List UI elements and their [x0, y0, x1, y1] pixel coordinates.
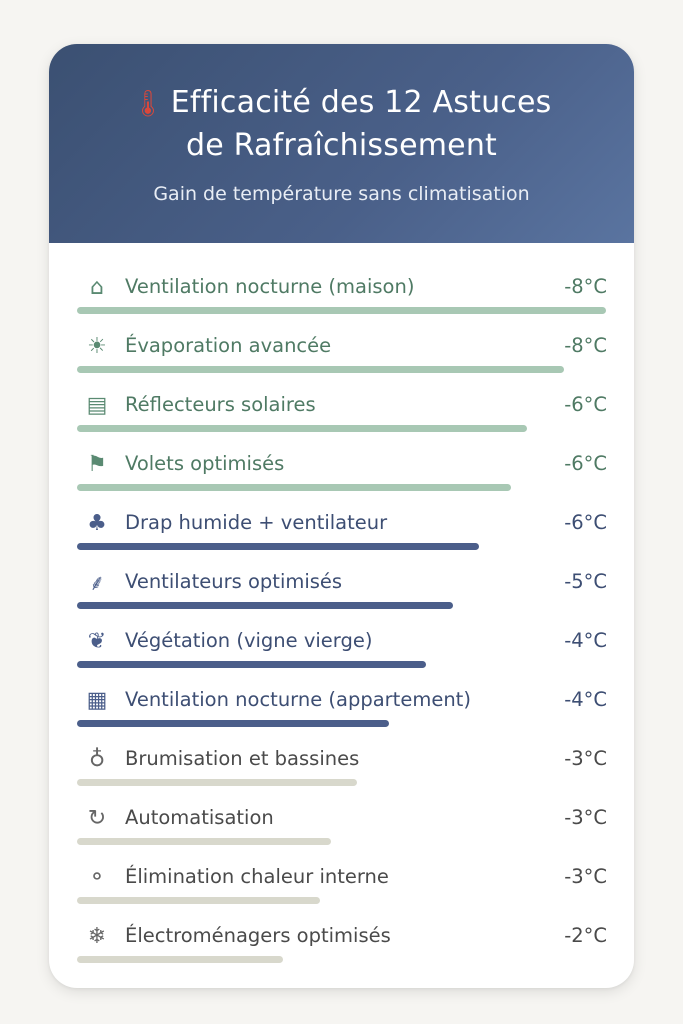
value-label: -4°C [564, 629, 607, 652]
value-label: -3°C [564, 806, 607, 829]
leaf-cluster-icon: ♣ [87, 510, 107, 536]
spray-bottle-icon: ♁ [88, 746, 106, 772]
house-icon: ⌂ [90, 274, 104, 300]
category-label: Automatisation [125, 806, 274, 829]
sun-icon: ☀ [87, 333, 107, 359]
reflector-icon: ▤ [86, 392, 108, 418]
snowflake-icon: ❄ [87, 923, 107, 949]
category-label: Évaporation avancée [125, 334, 332, 357]
bar-row [49, 566, 634, 625]
chart-card [49, 44, 634, 988]
chart-title [49, 82, 634, 167]
category-label: Ventilation nocturne (appartement) [125, 688, 471, 711]
branch-icon: ⸙ [88, 571, 106, 596]
chart-header [49, 44, 634, 243]
chart-title-line-2: de Rafraîchissement [185, 128, 498, 163]
value-label: -6°C [564, 511, 607, 534]
value-label: -2°C [564, 924, 607, 947]
value-label: -6°C [564, 393, 607, 416]
shutter-icon: ⚑ [87, 451, 107, 477]
bar-row [49, 389, 634, 448]
category-label: Réflecteurs solaires [125, 393, 316, 416]
value-label: -3°C [564, 747, 607, 770]
value-label: -8°C [564, 334, 607, 357]
chart-title-line-1: Efficacité des 12 Astuces [170, 85, 552, 120]
plant-icon: ❦ [87, 628, 107, 654]
bar [77, 307, 606, 314]
bar [77, 838, 331, 845]
bar-row [49, 920, 634, 979]
bar [77, 661, 426, 668]
value-label: -3°C [564, 865, 607, 888]
bar-row [49, 861, 634, 920]
bar [77, 602, 453, 609]
bar [77, 425, 527, 432]
category-label: Volets optimisés [125, 452, 285, 475]
lightbulb-icon: ⚬ [87, 864, 107, 890]
bar-row [49, 448, 634, 507]
bar-row [49, 743, 634, 802]
bar [77, 543, 479, 550]
chart-subtitle: Gain de température sans climatisation [153, 183, 530, 205]
value-label: -4°C [564, 688, 607, 711]
category-label: Végétation (vigne vierge) [125, 629, 373, 652]
bar [77, 956, 283, 963]
category-label: Ventilateurs optimisés [125, 570, 343, 593]
category-label: Drap humide + ventilateur [125, 511, 388, 534]
category-label: Élimination chaleur interne [125, 865, 389, 888]
building-grid-icon: ▦ [86, 687, 108, 713]
category-label: Brumisation et bassines [125, 747, 360, 770]
bar [77, 366, 564, 373]
bar [77, 897, 320, 904]
thermometer-icon: 🌡 [131, 89, 165, 119]
bar-row [49, 330, 634, 389]
refresh-icon: ↻ [87, 805, 107, 831]
bar-row [49, 684, 634, 743]
value-label: -8°C [564, 275, 607, 298]
bar-row [49, 507, 634, 566]
bar-row [49, 271, 634, 330]
category-label: Ventilation nocturne (maison) [125, 275, 415, 298]
bar [77, 720, 389, 727]
bar-row [49, 625, 634, 684]
bar-row [49, 802, 634, 861]
value-label: -5°C [564, 570, 607, 593]
value-label: -6°C [564, 452, 607, 475]
category-label: Électroménagers optimisés [125, 924, 391, 947]
bar [77, 484, 511, 491]
bar [77, 779, 357, 786]
